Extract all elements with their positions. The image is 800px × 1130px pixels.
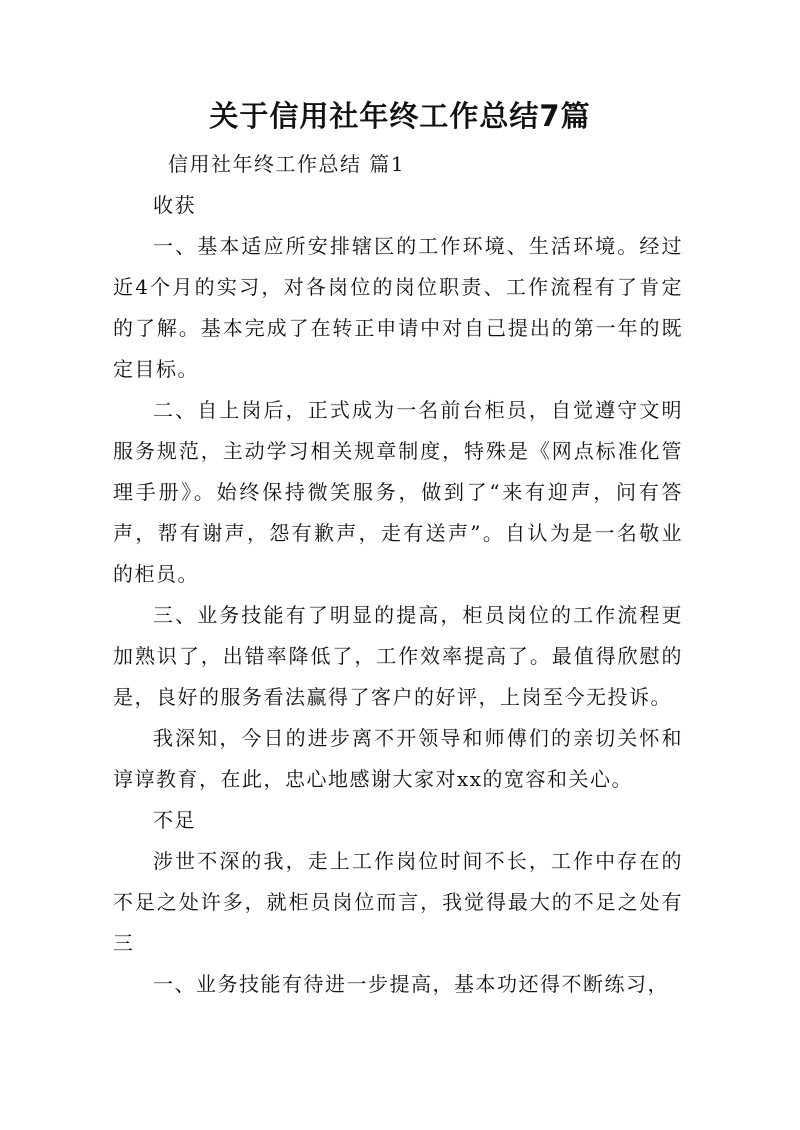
section-heading: 信用社年终工作总结 篇1 (168, 152, 406, 176)
paragraph-harvest-heading: 收获 (153, 193, 196, 217)
document-body (113, 144, 683, 1005)
paragraph-shortcomings-heading: 不足 (153, 808, 196, 832)
paragraph: 二、自上岗后，正式成为一名前台柜员，自觉遵守文明服务规范，主动学习相关规章制度，特殊是《网点标准化管理手册》。始终保持微笑服务，做到了“来有迎声，问有答声，帮有谢声，怨有歉声，走有送声”。自认为是一名敬业的柜员。 (113, 398, 683, 586)
paragraph: 一、基本适应所安排辖区的工作环境、生活环境。经过近4个月的实习，对各岗位的岗位职责、工作流程有了肯定的了解。基本完成了在转正申请中对自己提出的第一年的既定目标。 (113, 234, 683, 381)
paragraph: 涉世不深的我，走上工作岗位时间不长，工作中存在的不足之处许多，就柜员岗位而言，我觉得最大的不足之处有三 (113, 849, 683, 955)
paragraph: 一、业务技能有待进一步提高，基本功还得不断练习， (153, 972, 669, 996)
document-title: 关于信用社年终工作总结7篇 (209, 99, 591, 133)
paragraph: 三、业务技能有了明显的提高，柜员岗位的工作流程更加熟识了，出错率降低了，工作效率提高了。最值得欣慰的是，良好的服务看法赢得了客户的好评，上岗至今无投诉。 (113, 603, 683, 709)
paragraph: 我深知，今日的进步离不开领导和师傅们的亲切关怀和谆谆教育，在此，忠心地感谢大家对xx的宽容和关心。 (113, 726, 683, 791)
